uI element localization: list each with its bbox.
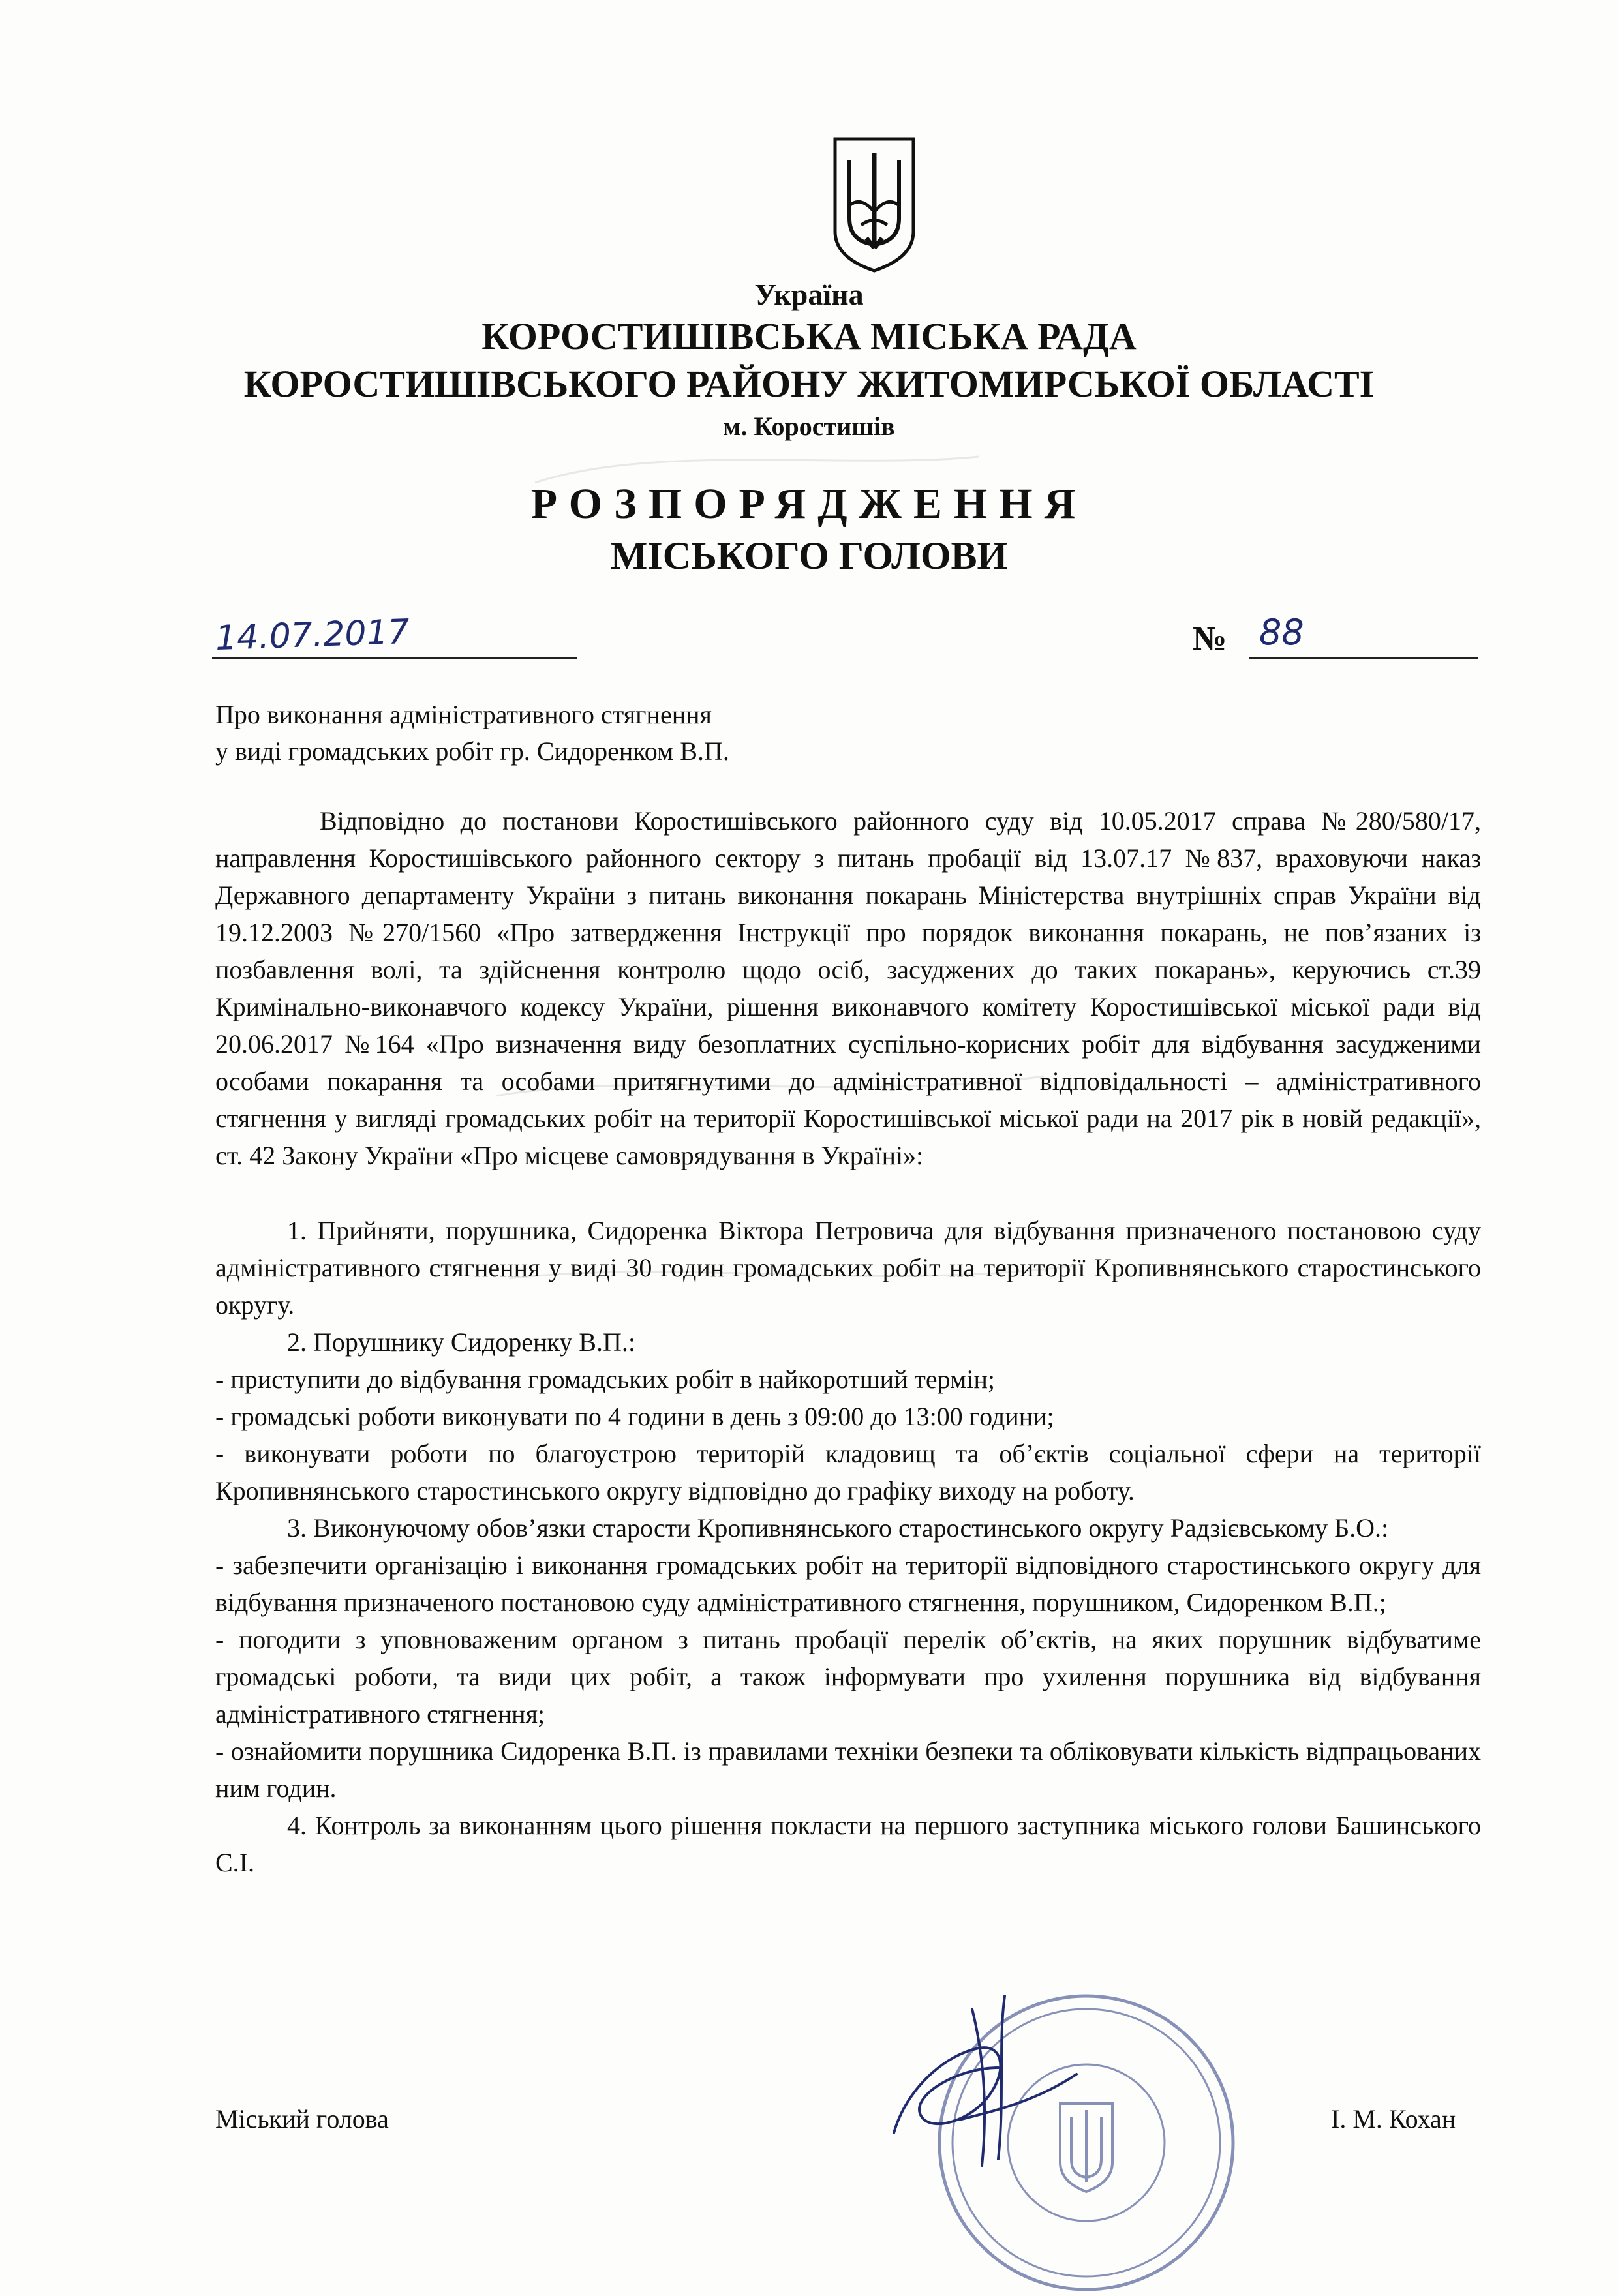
subject-line-2: у виді громадських робіт гр. Сидоренком В.П. bbox=[215, 736, 729, 766]
district-name: КОРОСТИШІВСЬКОГО РАЙОНУ ЖИТОМИРСЬКОЇ ОБЛАСТІ bbox=[243, 363, 1375, 405]
item-3-c: - ознайомити порушника Сидоренка В.П. із правилами техніки безпеки та обліковувати кількість відпрацьованих ним годин. bbox=[215, 1736, 1481, 1803]
item-2-c: - виконувати роботи по благоустрою територій кладовищ та об’єктів соціальної сфери на території Кропивнянського старостинського округу відповідно до графіку виходу на роботу. bbox=[215, 1439, 1481, 1505]
handwritten-number: 88 bbox=[1259, 612, 1304, 653]
subject-block bbox=[215, 697, 1324, 770]
signatory-position: Міський голова bbox=[215, 2104, 389, 2134]
item-4: 4. Контроль за виконанням цього рішення покласти на першого заступника міського голови Башинського С.І. bbox=[215, 1811, 1481, 1877]
subject-line-1: Про виконання адміністративного стягнення bbox=[215, 700, 712, 729]
item-3-a: - забезпечити організацію і виконання громадських робіт на території відповідного старостинського округу для відбування призначеного постановою суду адміністративного стягнення, порушником, Сидоренком В.П.; bbox=[215, 1550, 1481, 1617]
number-underline bbox=[1249, 657, 1478, 659]
item-3: 3. Виконуючому обов’язки старости Кропивнянського старостинського округу Радзієвському Б.О.: bbox=[287, 1513, 1389, 1543]
country-name: Україна bbox=[754, 278, 864, 311]
signature-icon bbox=[868, 1970, 1103, 2185]
item-1: 1. Прийняти, порушника, Сидоренка Віктора Петровича для відбування призначеного постановою суду адміністративного стягнення у виді 30 годин громадських робіт на території Кропивнянського старостинського округу. bbox=[215, 1216, 1481, 1320]
council-name: КОРОСТИШІВСЬКА МІСЬКА РАДА bbox=[481, 315, 1137, 357]
document-type-title: РОЗПОРЯДЖЕННЯ bbox=[530, 480, 1088, 528]
city-name: м. Коростишів bbox=[723, 412, 895, 441]
coat-of-arms-icon bbox=[829, 134, 920, 274]
item-2-b: - громадські роботи виконувати по 4 години в день з 09:00 до 13:00 години; bbox=[215, 1402, 1054, 1431]
handwritten-date: 14.07.2017 bbox=[215, 612, 410, 659]
document-body bbox=[215, 802, 1481, 1881]
document-issuer-title: МІСЬКОГО ГОЛОВИ bbox=[610, 534, 1008, 577]
number-label: № bbox=[1193, 620, 1227, 657]
date-underline bbox=[212, 657, 577, 659]
item-2-a: - приступити до відбування громадських робіт в найкоротший термін; bbox=[215, 1365, 995, 1394]
item-3-b: - погодити з уповноваженим органом з питань пробації перелік об’єктів, на яких порушник відбуватиме громадські роботи, та види цих робіт, а також інформувати про ухилення порушника від відбування адміністративного стягнення; bbox=[215, 1625, 1481, 1729]
signatory-name: І. М. Кохан bbox=[1331, 2104, 1456, 2134]
item-2: 2. Порушнику Сидоренку В.П.: bbox=[287, 1327, 635, 1357]
preamble-paragraph: Відповідно до постанови Коростишівського районного суду від 10.05.2017 справа №280/580/17, направлення Коростишівського районного сектору з питань пробації від 13.07.17 №837, враховуючи наказ Державного департаменту України з питань виконання покарань Міністерства внутрішніх справ України від 19.12.2003 №270/1560 «Про затвердження Інструкції про порядок виконання покарань, не пов’язаних із позбавлення волі, та здійснення контролю щодо осіб, засуджених до таких покарань», керуючись ст.39 Кримінально-виконавчого кодексу України, рішення виконавчого комітету Коростишівської міської ради від 20.06.2017 №164 «Про визначення виду безоплатних суспільно-корисних робіт для відбування засудженими особами покарання та особами притягнутими до адміністративної відповідальності – адміністративного стягнення у вигляді громадських робіт на території Коростишівської міської ради на 2017 рік в новій редакції», ст. 42 Закону України «Про місцеве самоврядування в Україні»: bbox=[215, 806, 1481, 1170]
